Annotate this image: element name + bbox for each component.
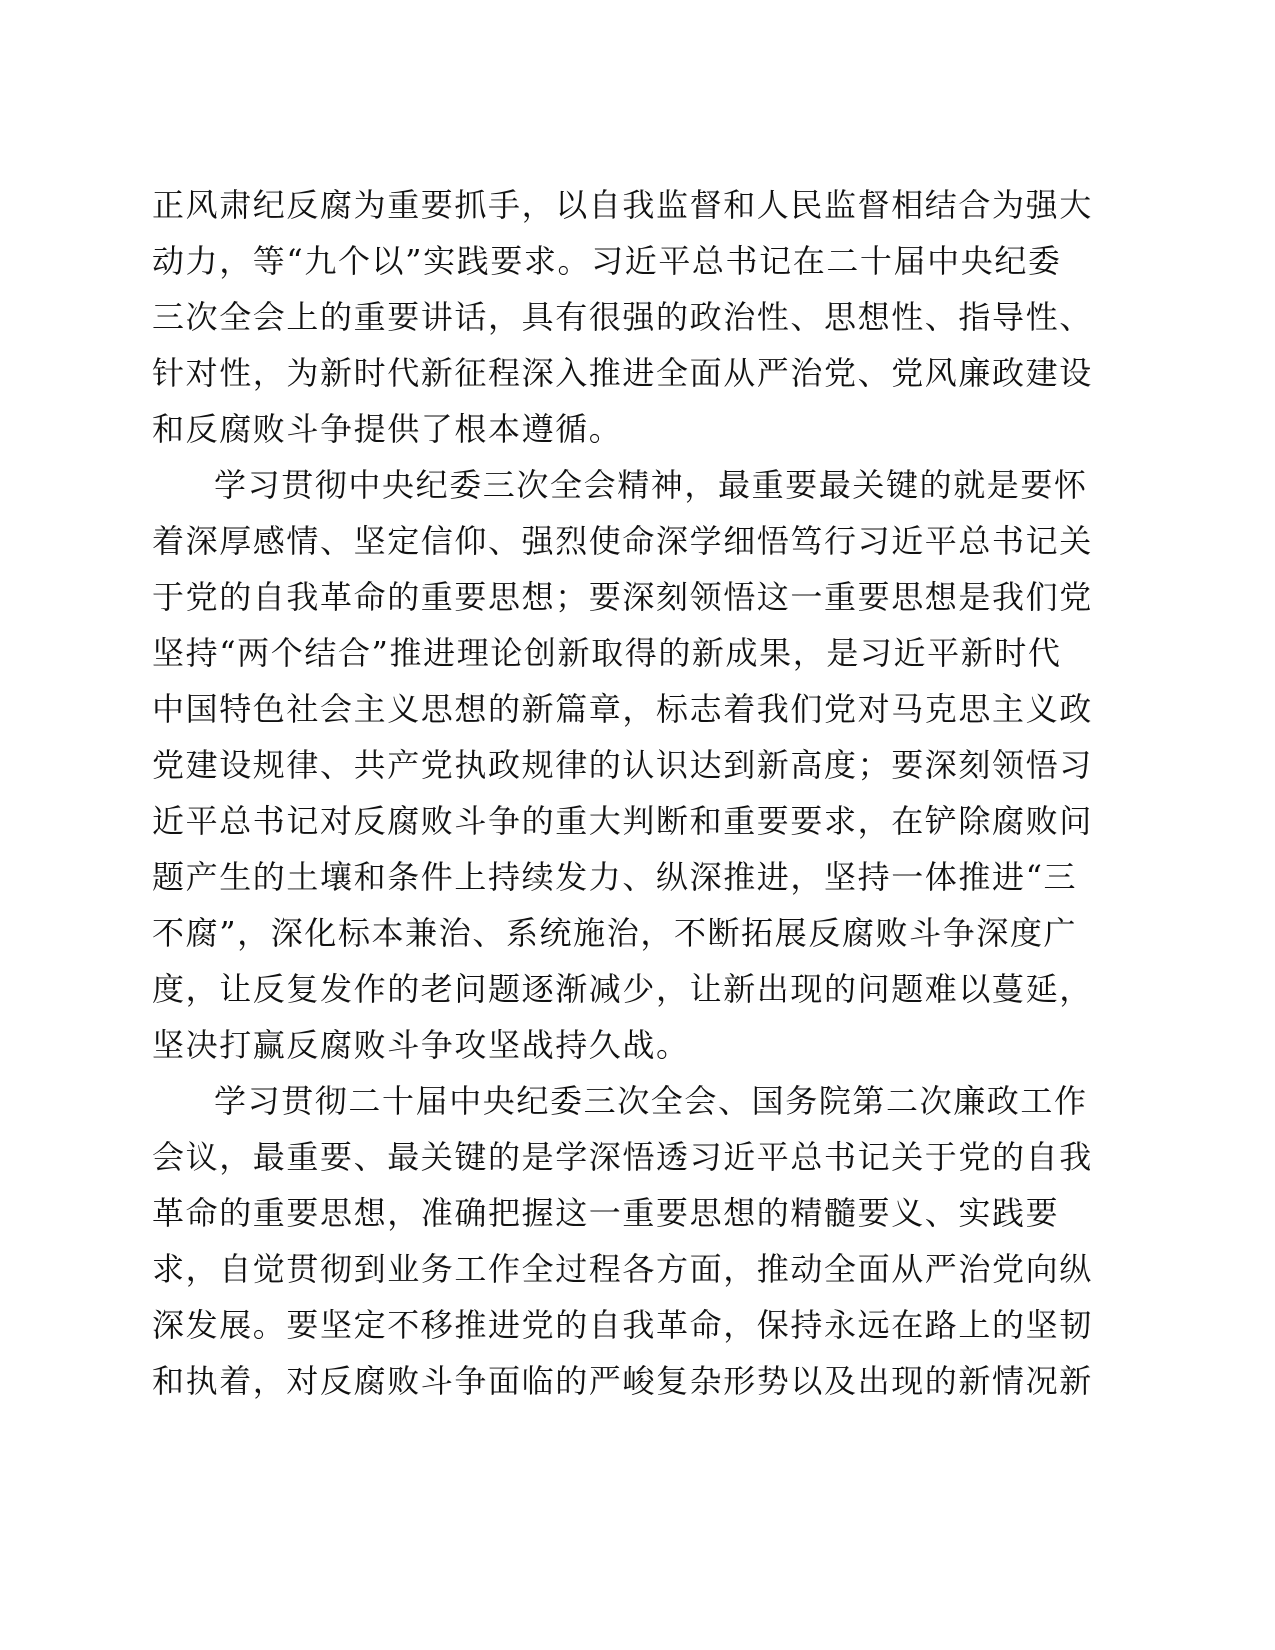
text-line: 求，自觉贯彻到业务工作全过程各方面，推动全面从严治党向纵 [152, 1250, 1093, 1288]
text-line: 动力，等“九个以”实践要求。习近平总书记在二十届中央纪委 [152, 242, 1062, 280]
text-line: 三次全会上的重要讲话，具有很强的政治性、思想性、指导性、 [152, 298, 1093, 336]
text-line: 和反腐败斗争提供了根本遵循。 [152, 410, 623, 448]
text-line: 针对性，为新时代新征程深入推进全面从严治党、党风廉政建设 [152, 354, 1093, 392]
text-line: 着深厚感情、坚定信仰、强烈使命深学细悟笃行习近平总书记关 [152, 522, 1093, 560]
text-line: 近平总书记对反腐败斗争的重大判断和重要要求，在铲除腐败问 [152, 802, 1093, 840]
text-line: 中国特色社会主义思想的新篇章，标志着我们党对马克思主义政 [152, 690, 1093, 728]
text-line: 革命的重要思想，准确把握这一重要思想的精髓要义、实践要 [152, 1194, 1060, 1232]
text-line: 会议，最重要、最关键的是学深悟透习近平总书记关于党的自我 [152, 1138, 1093, 1176]
text-line: 党建设规律、共产党执政规律的认识达到新高度；要深刻领悟习 [152, 746, 1093, 784]
text-line: 度，让反复发作的老问题逐渐减少，让新出现的问题难以蔓延， [152, 970, 1093, 1008]
paragraph-first-line: 学习贯彻中央纪委三次全会精神，最重要最关键的就是要怀 [214, 466, 1088, 504]
text-line: 和执着，对反腐败斗争面临的严峻复杂形势以及出现的新情况新 [152, 1362, 1093, 1400]
text-line: 坚决打赢反腐败斗争攻坚战持久战。 [152, 1026, 690, 1064]
text-line: 深发展。要坚定不移推进党的自我革命，保持永远在路上的坚韧 [152, 1306, 1093, 1344]
text-line: 正风肃纪反腐为重要抓手，以自我监督和人民监督相结合为强大 [152, 186, 1093, 224]
text-line: 题产生的土壤和条件上持续发力、纵深推进，坚持一体推进“三 [152, 858, 1078, 896]
paragraph-first-line: 学习贯彻二十届中央纪委三次全会、国务院第二次廉政工作 [214, 1082, 1088, 1120]
text-line: 不腐”，深化标本兼治、系统施治，不断拓展反腐败斗争深度广 [152, 914, 1078, 952]
text-line: 于党的自我革命的重要思想；要深刻领悟这一重要思想是我们党 [152, 578, 1093, 616]
text-line: 坚持“两个结合”推进理论创新取得的新成果，是习近平新时代 [152, 634, 1062, 672]
